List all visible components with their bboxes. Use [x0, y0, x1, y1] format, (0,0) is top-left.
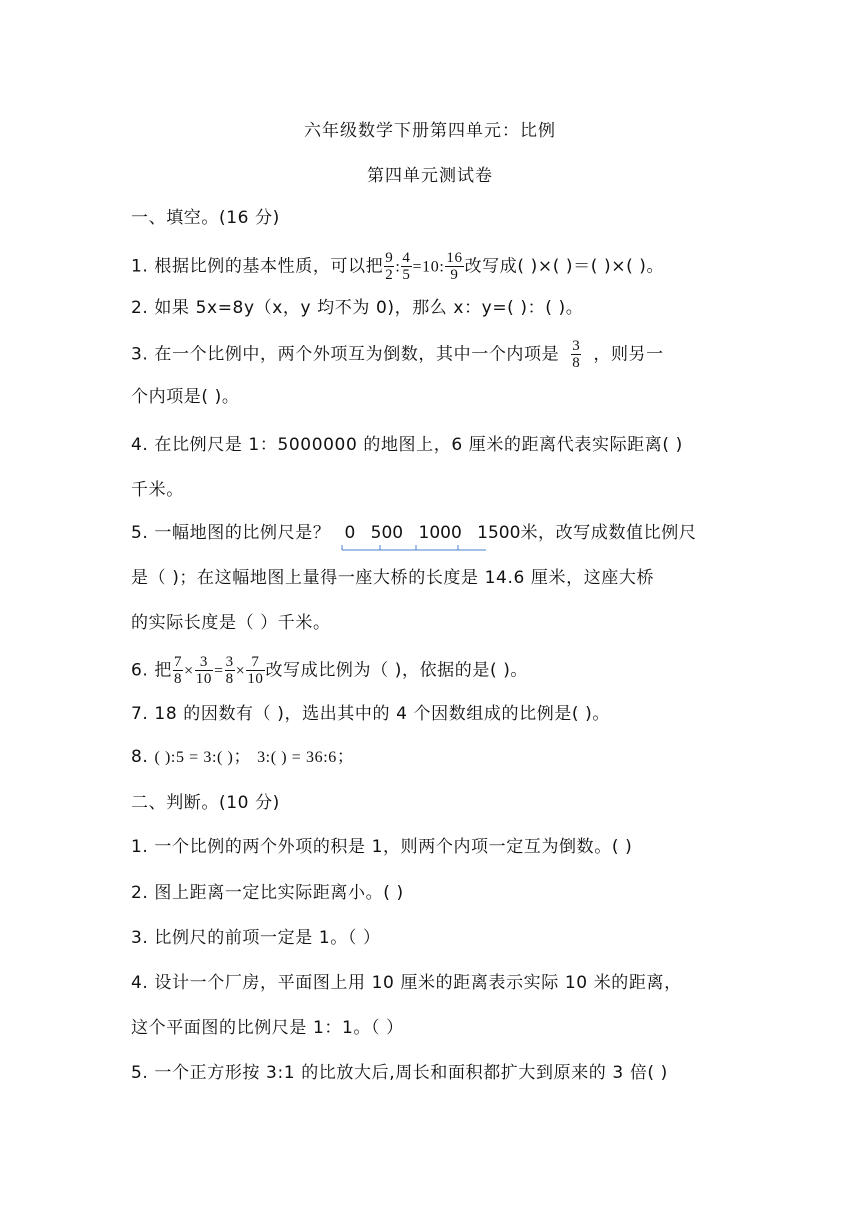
q1-prefix: 1. 根据比例的基本性质，可以把 [131, 256, 384, 277]
question-1-3 [131, 338, 741, 371]
q8-part1: ( ):5 = 3:( ) [154, 749, 234, 766]
question-1-4: 4. 在比例尺是 1：5000000 的地图上，6 厘米的距离代表实际距离( ) [131, 435, 683, 455]
question-1-5-cont2: 的实际长度是（ ）千米。 [131, 613, 331, 633]
page-subtitle: 第四单元测试卷 [367, 166, 493, 186]
section-heading-fill-blank: 一、填空。(16 分) [131, 208, 280, 228]
scale-bar [340, 545, 490, 551]
fraction: $\frac{7}{10}$ [247, 654, 264, 687]
fraction: $\frac{3}{10}$ [195, 654, 212, 687]
question-1-8: 8. ( ):5 = 3:( )； 3:( ) = 36:6； [131, 747, 355, 767]
question-1-7: 7. 18 的因数有（ )，选出其中的 4 个因数组成的比例是( )。 [131, 704, 610, 724]
question-1-2: 2. 如果 5x=8y（x，y 均不为 0)，那么 x：y=( )：( )。 [131, 298, 584, 318]
question-1-5-cont: 是（ )；在这幅地图上量得一座大桥的长度是 14.6 厘米，这座大桥 [131, 568, 655, 588]
q5-suffix: 米，改写成数值比例尺 [520, 523, 697, 543]
judgement-4-cont: 这个平面图的比例尺是 1：1。（ ） [131, 1018, 404, 1038]
fraction: $\frac{4}{5}$ [402, 250, 411, 283]
question-1-3-cont: 个内项是( )。 [131, 387, 240, 407]
q1-mid: =10: [412, 258, 445, 276]
question-1-6: 6. 把 $\frac{7}{8}$ × $\frac{3}{10}$ = $\frac{3}{8}$ × $\frac{7}{10}$ 改写成比例为（ )，依据的是( )。 [131, 654, 529, 687]
line-scale [344, 521, 520, 545]
q5-prefix: 5. 一幅地图的比例尺是？ [131, 523, 331, 543]
question-1-1: 1. 根据比例的基本性质，可以把 $\frac{9}{2}$ : $\frac{4}{5}$ =10: $\frac{16}{9}$ 改写成( )×( )＝( )×( )。 [131, 250, 665, 283]
page-title: 六年级数学下册第四单元：比例 [304, 121, 556, 141]
q6-prefix: 6. 把 [131, 660, 173, 681]
q6-suffix: 改写成比例为（ )，依据的是( )。 [265, 660, 529, 681]
scale-labels: 0 500 1000 1500 [344, 523, 521, 543]
judgement-5: 5. 一个正方形按 3:1 的比放大后,周长和面积都扩大到原来的 3 倍( ) [131, 1063, 668, 1083]
judgement-1: 1. 一个比例的两个外项的积是 1，则两个内项一定互为倒数。( ) [131, 837, 633, 857]
fraction: $\frac{3}{8}$ [225, 654, 234, 687]
fraction: $\frac{16}{9}$ [446, 250, 463, 283]
q3-suffix: ，则另一 [593, 344, 664, 365]
fraction: $\frac{7}{8}$ [174, 654, 183, 687]
fraction: $\frac{3}{8}$ [572, 338, 581, 371]
fraction: $\frac{9}{2}$ [385, 250, 394, 283]
judgement-3: 3. 比例尺的前项一定是 1。（ ） [131, 928, 381, 948]
judgement-4: 4. 设计一个厂房，平面图上用 10 厘米的距离表示实际 10 米的距离， [131, 973, 682, 993]
section-heading-judgement: 二、判断。(10 分) [131, 793, 280, 813]
q1-suffix: 改写成( )×( )＝( )×( )。 [464, 256, 665, 277]
q3-prefix: 3. 在一个比例中，两个外项互为倒数，其中一个内项是 [131, 344, 560, 365]
q8-part2: 3:( ) = 36:6 [257, 749, 337, 766]
question-1-5 [131, 521, 741, 545]
judgement-2: 2. 图上距离一定比实际距离小。( ) [131, 883, 404, 903]
question-1-4-cont: 千米。 [131, 480, 184, 500]
